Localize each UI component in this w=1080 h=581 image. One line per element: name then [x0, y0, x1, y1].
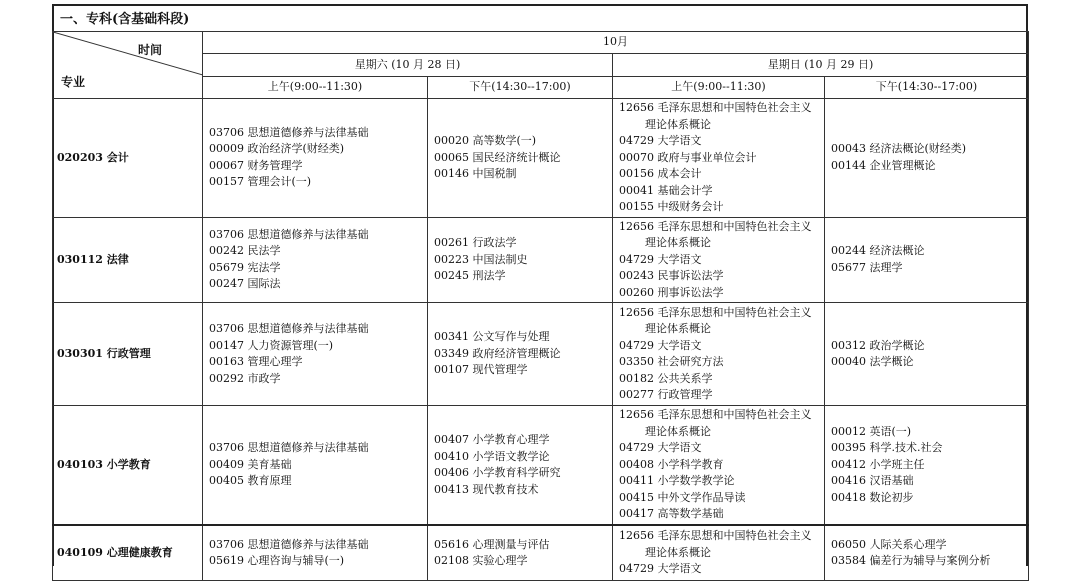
course-cell — [613, 525, 825, 581]
course-cell — [825, 217, 1029, 303]
course-cell — [428, 303, 613, 406]
course-entry: 00009 政治经济学(财经类) — [209, 142, 345, 156]
course-entry: 12656 毛泽东思想和中国特色社会主义 — [619, 408, 812, 422]
course-entry: 03350 社会研究方法 — [619, 355, 724, 368]
major-name-cell: 020203 会计 — [53, 99, 203, 218]
course-cell — [428, 406, 613, 526]
table-row — [53, 303, 1029, 406]
course-entry: 00012 英语(一) — [831, 424, 912, 438]
course-entry: 12656 毛泽东思想和中国特色社会主义 — [619, 529, 812, 543]
day-header-saturday: 星期六 (10 月 28 日) — [203, 54, 613, 76]
course-entry: 00242 民法学 — [209, 244, 281, 258]
course-entry: 理论体系概论 — [645, 117, 711, 131]
session-header: 上午(9:00--11:30) — [203, 76, 428, 98]
table-row — [53, 217, 1029, 303]
course-cell — [203, 525, 428, 581]
session-header: 下午(14:30--17:00) — [428, 76, 613, 98]
course-entry: 00277 行政管理学 — [619, 388, 713, 401]
table-row — [53, 406, 1029, 526]
course-entry: 05677 法理学 — [831, 260, 903, 274]
course-entry: 00107 现代管理学 — [434, 363, 528, 377]
course-entry: 03584 偏差行为辅导与案例分析 — [831, 554, 991, 567]
course-entry: 00065 国民经济统计概论 — [434, 150, 561, 164]
table-row — [53, 99, 1029, 218]
session-header: 上午(9:00--11:30) — [613, 76, 825, 98]
course-entry: 00144 企业管理概论 — [831, 158, 936, 172]
course-entry: 05679 宪法学 — [209, 260, 281, 274]
course-entry: 02108 实验心理学 — [434, 554, 528, 567]
course-entry: 04729 大学语文 — [619, 562, 702, 576]
time-label: 时间 — [137, 43, 162, 57]
day-header-sunday: 星期日 (10 月 29 日) — [613, 54, 1029, 76]
course-cell — [428, 99, 613, 218]
course-entry: 00411 小学数学教学论 — [619, 474, 735, 488]
course-entry: 00067 财务管理学 — [209, 158, 303, 172]
course-entry: 12656 毛泽东思想和中国特色社会主义 — [619, 101, 812, 114]
table-row — [53, 525, 1029, 581]
course-entry: 00156 成本会计 — [619, 167, 702, 180]
course-entry: 03706 思想道德修养与法律基础 — [209, 537, 369, 551]
course-entry: 12656 毛泽东思想和中国特色社会主义 — [619, 219, 812, 233]
course-cell — [613, 303, 825, 406]
course-entry: 03349 政府经济管理概论 — [434, 346, 561, 360]
course-entry: 00412 小学班主任 — [831, 457, 925, 471]
course-entry: 00043 经济法概论(财经类) — [831, 142, 967, 156]
course-entry: 00182 公共关系学 — [619, 371, 713, 385]
course-entry: 00243 民事诉讼法学 — [619, 269, 724, 282]
course-entry: 00415 中外文学作品导读 — [619, 490, 746, 504]
course-entry: 00341 公文写作与处理 — [434, 330, 550, 344]
course-entry: 00157 管理会计(一) — [209, 175, 312, 189]
course-entry: 00040 法学概论 — [831, 355, 914, 368]
course-entry: 00146 中国税制 — [434, 167, 517, 180]
section-title: 一、专科(含基础科段) — [60, 12, 190, 27]
major-name-cell: 040109 心理健康教育 — [53, 525, 203, 581]
course-cell — [203, 99, 428, 218]
course-entry: 00261 行政法学 — [434, 236, 517, 249]
course-entry: 00407 小学教育心理学 — [434, 433, 550, 446]
major-name-cell: 030112 法律 — [53, 217, 203, 303]
course-entry: 00041 基础会计学 — [619, 183, 713, 197]
course-cell — [825, 406, 1029, 526]
major-label: 专业 — [61, 74, 86, 89]
course-entry: 00410 小学语文教学论 — [434, 449, 550, 463]
course-cell — [613, 406, 825, 526]
course-cell — [428, 525, 613, 581]
course-entry: 00070 政府与事业单位会计 — [619, 150, 757, 164]
course-entry: 00247 国际法 — [209, 277, 281, 291]
course-entry: 00260 刑事诉讼法学 — [619, 285, 724, 299]
course-cell — [613, 99, 825, 218]
month-header: 10月 — [203, 32, 1029, 54]
course-cell — [203, 303, 428, 406]
course-entry: 00147 人力资源管理(一) — [209, 338, 334, 352]
course-entry: 00155 中级财务会计 — [619, 200, 724, 213]
course-entry: 00413 现代教育技术 — [434, 482, 539, 496]
exam-schedule-table — [52, 31, 1029, 581]
course-entry: 00408 小学科学教育 — [619, 457, 724, 471]
course-entry: 03706 思想道德修养与法律基础 — [209, 227, 369, 241]
course-entry: 00405 教育原理 — [209, 474, 292, 488]
course-entry: 04729 大学语文 — [619, 252, 702, 266]
major-name-cell: 030301 行政管理 — [53, 303, 203, 406]
course-entry: 理论体系概论 — [645, 322, 711, 335]
major-name-cell: 040103 小学教育 — [53, 406, 203, 526]
course-entry: 00312 政治学概论 — [831, 338, 925, 352]
course-entry: 05616 心理测量与评估 — [434, 537, 550, 551]
course-entry: 00244 经济法概论 — [831, 244, 925, 258]
course-entry: 00020 高等数学(一) — [434, 134, 537, 147]
course-entry: 00245 刑法学 — [434, 269, 506, 282]
course-entry: 理论体系概论 — [645, 424, 711, 438]
course-entry: 03706 思想道德修养与法律基础 — [209, 441, 369, 455]
course-entry: 00292 市政学 — [209, 371, 281, 385]
course-entry: 00163 管理心理学 — [209, 355, 303, 368]
course-entry: 理论体系概论 — [645, 236, 711, 249]
course-entry: 00418 数论初步 — [831, 490, 914, 504]
course-entry: 04729 大学语文 — [619, 441, 702, 455]
course-entry: 04729 大学语文 — [619, 134, 702, 147]
course-cell — [825, 525, 1029, 581]
course-entry: 05619 心理咨询与辅导(一) — [209, 554, 345, 567]
course-entry: 00223 中国法制史 — [434, 252, 528, 266]
session-header: 下午(14:30--17:00) — [825, 76, 1029, 98]
course-entry: 06050 人际关系心理学 — [831, 537, 947, 551]
course-entry: 理论体系概论 — [645, 545, 711, 559]
course-entry: 00417 高等数学基础 — [619, 507, 724, 521]
course-entry: 00416 汉语基础 — [831, 474, 914, 488]
course-entry: 04729 大学语文 — [619, 338, 702, 352]
course-entry: 12656 毛泽东思想和中国特色社会主义 — [619, 305, 812, 319]
course-cell — [203, 406, 428, 526]
course-cell — [825, 99, 1029, 218]
course-entry: 03706 思想道德修养与法律基础 — [209, 322, 369, 335]
course-cell — [203, 217, 428, 303]
course-cell — [825, 303, 1029, 406]
course-entry: 03706 思想道德修养与法律基础 — [209, 125, 369, 139]
course-entry: 00409 美育基础 — [209, 457, 292, 471]
course-cell — [428, 217, 613, 303]
course-cell — [613, 217, 825, 303]
course-entry: 00406 小学教育科学研究 — [434, 466, 561, 479]
header-corner-cell — [53, 32, 203, 99]
course-entry: 00395 科学.技术.社会 — [831, 441, 943, 455]
